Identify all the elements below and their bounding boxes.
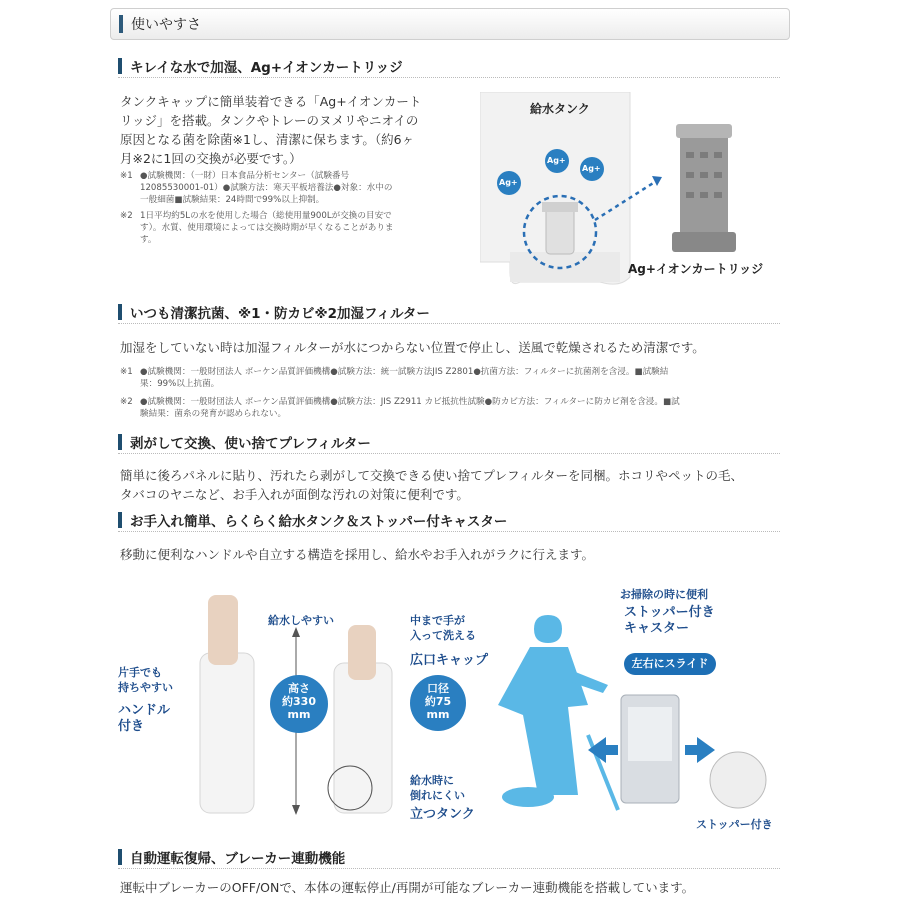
heading-marker <box>118 434 122 450</box>
heading-marker <box>118 512 122 528</box>
note-label: ※1 <box>120 367 133 377</box>
section-heading-ag <box>118 54 780 78</box>
section-heading-filter <box>118 300 780 324</box>
note-label: ※2 <box>120 397 133 407</box>
slide-badge: 左右にスライド <box>624 653 716 675</box>
not-fall-label: 給水時に 倒れにくい <box>410 774 465 802</box>
stopper-label: ストッパー付き <box>696 818 773 831</box>
ag-note-2 <box>120 210 460 246</box>
ag-cartridge-illustration <box>480 92 780 288</box>
heading-marker <box>118 304 122 320</box>
note-line: す）。水質、使用環境によっては交換時期が早くなることがありま <box>140 223 394 233</box>
stopper-caster-label: ストッパー付き キャスター <box>624 605 715 636</box>
note-line: ●試験機関：一般財団法人 ボーケン品質評価機構●試験方法：JIS Z2911 カビ抵抗性試験●防カビ方法：フィルターに防カビ剤を含浸。■試 <box>140 397 680 407</box>
page-title: 使いやすさ <box>131 17 201 33</box>
stand-tank-label: 立つタンク <box>410 807 475 822</box>
ag-note-1 <box>120 170 460 206</box>
heading-text: キレイな水で加湿、Ag+イオンカートリッジ <box>130 59 403 76</box>
cleaning-label: お掃除の時に便利 <box>620 588 708 601</box>
note-label: ※1 <box>120 171 133 181</box>
heading-text: お手入れ簡単、らくらく給水タンク＆ストッパー付キャスター <box>130 513 508 530</box>
ag-body-line: 原因となる菌を除菌※1し、清潔に保ちます。（約6ヶ <box>120 132 415 147</box>
note-line: ●試験機関：（一財）日本食品分析センター（試験番号 <box>140 171 350 181</box>
filter-note-1 <box>120 366 780 390</box>
note-label: ※2 <box>120 211 133 221</box>
note-line: す。 <box>140 235 157 245</box>
note-line: 一般細菌■試験結果：24時間で99%以上抑制。 <box>140 195 325 205</box>
hand-wash-label: 中まで手が 入って洗える <box>410 614 476 642</box>
prefilter-body-line: タバコのヤニなど、お手入れが面倒な汚れの対策に便利です。 <box>120 487 469 502</box>
wide-cap-label: 広口キャップ <box>410 653 489 668</box>
prefilter-body <box>120 466 790 504</box>
title-marker <box>119 15 123 33</box>
easy-fill-label: 給水しやすい <box>268 614 334 627</box>
ag-body-line: タンクキャップに簡単装着できる「Ag+イオンカート <box>120 94 422 109</box>
heading-text: いつも清潔抗菌、※1・防カビ※2加湿フィルター <box>130 305 430 322</box>
page-title-bar <box>110 8 790 40</box>
ag-body-line: リッジ」を搭載。タンクやトレーのヌメリやニオイの <box>120 113 419 128</box>
ion-label: Ag+ <box>582 164 601 173</box>
heading-text: 剥がして交換、使い捨てプレフィルター <box>130 435 371 452</box>
prefilter-body-line: 簡単に後ろパネルに貼り、汚れたら剥がして交換できる使い捨てプレフィルターを同梱。ホコリやペットの毛、 <box>120 468 744 483</box>
note-line: ●試験機関：一般財団法人 ボーケン品質評価機構●試験方法：統一試験方法JIS Z2801●抗菌方法：フィルターに抗菌剤を含浸。■試験結 <box>140 367 669 377</box>
note-line: 12085530001-01）●試験方法：寒天平板培養法●対象：水中の <box>140 183 393 193</box>
section-heading-breaker <box>118 845 780 869</box>
heading-marker <box>118 849 122 865</box>
one-hand-label: 片手でも 持ちやすい <box>118 666 173 694</box>
section-heading-caster <box>118 508 780 532</box>
breaker-body: 運転中ブレーカーのOFF/ONで、本体の運転停止/再開が可能なブレーカー連動機能を搭載しています。 <box>120 880 695 895</box>
note-line: 果：99%以上抗菌。 <box>140 379 220 389</box>
tank-cartridge-graphic <box>480 92 780 288</box>
filter-note-2 <box>120 396 780 420</box>
cartridge-label: Ag+イオンカートリッジ <box>628 262 764 276</box>
handle-label: ハンドル 付き <box>118 703 171 734</box>
tank-label: 給水タンク <box>530 102 590 116</box>
height-circle: 高さ 約330 mm <box>270 675 328 733</box>
ag-body-line: 月※2に1回の交換が必要です。） <box>120 151 302 166</box>
caster-body: 移動に便利なハンドルや自立する構造を採用し、給水やお手入れがラクに行えます。 <box>120 547 595 562</box>
tank-caster-illustration <box>118 575 783 835</box>
note-line: 験結果：菌糸の発育が認められない。 <box>140 409 287 419</box>
ion-label: Ag+ <box>547 156 566 165</box>
note-line: 1日平均約5Lの水を使用した場合（総使用量900Lが交換の目安で <box>140 211 392 221</box>
ion-label: Ag+ <box>499 178 518 187</box>
ag-body <box>120 92 480 168</box>
heading-marker <box>118 58 122 74</box>
section-heading-prefilter <box>118 430 780 454</box>
filter-body: 加湿をしていない時は加湿フィルターが水につからない位置で停止し、送風で乾燥されるため清潔です。 <box>120 340 705 355</box>
diameter-circle: 口径 約75 mm <box>410 675 466 731</box>
heading-text: 自動運転復帰、ブレーカー連動機能 <box>130 850 346 867</box>
